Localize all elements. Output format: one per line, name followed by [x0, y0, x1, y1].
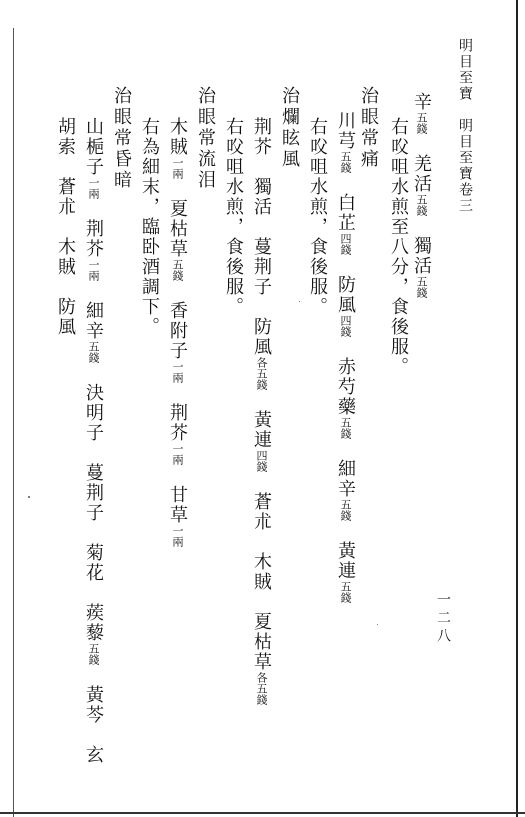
column-text: 胡索 蒼朮 木賊 防風 [55, 117, 76, 337]
column-text: 治眼常昏暗 [111, 86, 132, 191]
column-text: 治爛眩風 [279, 86, 300, 170]
dosage-note: 五錢 [415, 112, 428, 134]
dosage-note: 四錢 [255, 450, 268, 472]
dosage-note: 四錢 [339, 233, 352, 255]
column-text: 山梔子 [83, 117, 104, 177]
dosage-note: 五錢 [87, 341, 100, 363]
section-heading [359, 86, 377, 170]
scan-border-left [13, 28, 14, 817]
column-text: 黃連 [251, 390, 272, 450]
column-text: 右㕮咀水煎至八分，食後服。 [388, 117, 409, 377]
column-text: 細辛 [83, 281, 104, 341]
dosage-note: 各五錢 [255, 357, 268, 390]
text-column [336, 111, 354, 603]
dosage-note: 一兩 [171, 443, 184, 465]
dosage-note: 五錢 [339, 499, 352, 521]
scan-border-bottom [0, 812, 525, 814]
text-column [140, 117, 158, 337]
column-text: 白芷 [335, 173, 356, 233]
page-number: 一二八 [435, 592, 451, 646]
scan-border-right [516, 0, 518, 817]
text-column [168, 117, 186, 547]
section-heading [112, 86, 130, 191]
scan-speck [299, 301, 300, 302]
text-column [84, 117, 102, 765]
column-text: 右㕮咀水煎，食後服。 [307, 117, 328, 317]
column-text: 右為細末，臨卧酒調下。 [139, 117, 160, 337]
column-text: 黃連 [335, 521, 356, 581]
scan-speck [377, 624, 378, 625]
dosage-note: 五錢 [339, 417, 352, 439]
column-text: 決明子 蔓荆子 菊花 蒺藜 [83, 363, 104, 643]
dosage-note: 四錢 [339, 315, 352, 337]
text-column [308, 117, 326, 317]
column-text: 川芎 [335, 111, 356, 151]
scan-speck [28, 496, 30, 498]
dosage-note: 五錢 [171, 259, 184, 281]
dosage-note: 一兩 [171, 157, 184, 179]
dosage-note: 一兩 [171, 525, 184, 547]
dosage-note: 五錢 [339, 581, 352, 603]
column-text: 香附子 [167, 281, 188, 361]
column-text: 荆芥 [167, 383, 188, 443]
dosage-note: 各五錢 [255, 672, 268, 705]
column-text: 羌活 [411, 134, 432, 194]
dosage-note: 五錢 [415, 276, 428, 298]
dosage-note: 五錢 [87, 643, 100, 665]
text-column [252, 117, 270, 705]
running-head: 明目至寶 明目至寶卷三 [457, 38, 473, 214]
column-text: 治眼常流泪 [195, 86, 216, 191]
column-text: 荆芥 [83, 199, 104, 259]
column-text: 木賊 [167, 117, 188, 157]
column-text: 黃芩 玄 [83, 665, 104, 765]
text-column [224, 117, 242, 317]
dosage-note: 一兩 [87, 259, 100, 281]
text-column [389, 117, 407, 377]
column-text: 荆芥 獨活 蔓荆子 防風 [251, 117, 272, 357]
dosage-note: 一兩 [171, 361, 184, 383]
dosage-note: 五錢 [339, 151, 352, 173]
column-text: 甘草 [167, 465, 188, 525]
section-heading [196, 86, 214, 191]
text-column [56, 117, 74, 337]
column-text: 赤芍藥 [335, 337, 356, 417]
column-text: 治眼常痛 [358, 86, 379, 170]
column-text: 防風 [335, 255, 356, 315]
column-text: 獨活 [411, 216, 432, 276]
column-text: 細辛 [335, 439, 356, 499]
text-column [412, 92, 430, 298]
column-text: 右㕮咀水煎，食後服。 [223, 117, 244, 317]
dosage-note: 五錢 [415, 194, 428, 216]
column-text: 辛 [411, 92, 432, 112]
column-text: 蒼朮 木賊 夏枯草 [251, 472, 272, 672]
section-heading [280, 86, 298, 170]
dosage-note: 一兩 [87, 177, 100, 199]
column-text: 夏枯草 [167, 179, 188, 259]
